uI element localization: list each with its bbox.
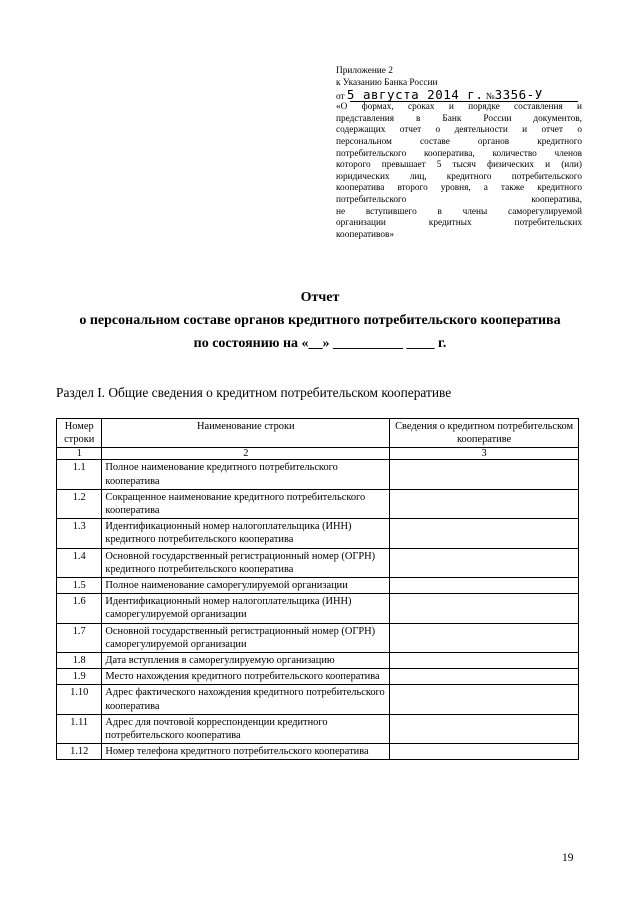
report-subtitle: о персональном составе органов кредитного потребительского кооператива	[79, 313, 561, 328]
row-value-cell[interactable]	[390, 594, 579, 623]
row-value-cell[interactable]	[390, 548, 579, 577]
row-value-cell[interactable]	[390, 714, 579, 743]
appendix-text-7: юридических лиц, кредитного потребительского	[336, 171, 582, 182]
appendix-text-10: не вступившего в члены саморегулируемой	[336, 206, 582, 217]
row-number: 1.8	[57, 653, 102, 669]
row-name: Идентификационный номер налогоплательщика (ИНН) кредитного потребительского кооператива	[102, 519, 390, 548]
order-underline	[350, 101, 578, 102]
general-info-table	[56, 418, 579, 760]
report-date-line: по состоянию на «__» __________ ____ г.	[193, 336, 447, 351]
column-number-1: 1	[57, 448, 102, 460]
row-name: Адрес для почтовой корреспонденции кредитного потребительского кооператива	[102, 714, 390, 743]
row-value-cell[interactable]	[390, 519, 579, 548]
appendix-text-8: кооператива второго уровня, а также кредитного	[336, 183, 582, 194]
table-header-row	[57, 419, 579, 448]
table-row	[57, 744, 579, 760]
row-value-cell[interactable]	[390, 460, 579, 489]
table-row	[57, 548, 579, 577]
appendix-line-2: к Указанию Банка России	[336, 77, 438, 88]
row-name: Основной государственный регистрационный номер (ОГРН) саморегулируемой организации	[102, 623, 390, 652]
row-name: Полное наименование кредитного потребительского кооператива	[102, 460, 390, 489]
row-value-cell[interactable]	[390, 669, 579, 685]
row-number: 1.12	[57, 744, 102, 760]
row-number: 1.7	[57, 623, 102, 652]
appendix-text-3: содержащих отчет о деятельности и отчет о	[336, 125, 582, 136]
row-name: Номер телефона кредитного потребительского кооператива	[102, 744, 390, 760]
row-name: Место нахождения кредитного потребительского кооператива	[102, 669, 390, 685]
row-number: 1.1	[57, 460, 102, 489]
row-name: Сокращенное наименование кредитного потребительского кооператива	[102, 489, 390, 518]
report-title: Отчет	[300, 290, 340, 305]
row-value-cell[interactable]	[390, 489, 579, 518]
column-number-row	[57, 448, 579, 460]
header-line-name: Наименование строки	[102, 419, 390, 448]
page-number: 19	[562, 852, 574, 864]
row-number: 1.6	[57, 594, 102, 623]
row-value-cell[interactable]	[390, 685, 579, 714]
row-number: 1.3	[57, 519, 102, 548]
table-row	[57, 714, 579, 743]
header-cooperative-info: Сведения о кредитном потребительском кооперативе	[390, 419, 579, 448]
appendix-line-1: Приложение 2	[336, 66, 393, 76]
appendix-text-2: представления в Банк России документов,	[336, 113, 582, 124]
order-number-handwritten: 3356-У	[494, 87, 543, 103]
row-number: 1.4	[57, 548, 102, 577]
table-row	[57, 489, 579, 518]
row-name: Полное наименование саморегулируемой организации	[102, 578, 390, 594]
appendix-text-12: кооперативов»	[336, 229, 395, 240]
column-number-3: 3	[390, 448, 579, 460]
row-value-cell[interactable]	[390, 578, 579, 594]
table-row	[57, 623, 579, 652]
section-title: Раздел I. Общие сведения о кредитном потребительском кооперативе	[56, 385, 452, 400]
appendix-text-1: «О формах, сроках и порядке составления и	[336, 102, 582, 113]
column-number-2: 2	[102, 448, 390, 460]
table-row	[57, 653, 579, 669]
appendix-text-5: потребительского кооператива, количество членов	[336, 148, 582, 159]
appendix-text-6: которого превышает 5 тысяч физических и (или)	[336, 160, 582, 171]
order-date-handwritten: 5 августа 2014 г.	[346, 87, 484, 103]
row-name: Дата вступления в саморегулируемую организацию	[102, 653, 390, 669]
table-row	[57, 578, 579, 594]
row-number: 1.9	[57, 669, 102, 685]
row-name: Идентификационный номер налогоплательщика (ИНН) саморегулируемой организации	[102, 594, 390, 623]
table-row	[57, 519, 579, 548]
row-name: Основной государственный регистрационный номер (ОГРН) кредитного потребительского кооператива	[102, 548, 390, 577]
row-number: 1.10	[57, 685, 102, 714]
appendix-text-11: организации кредитных потребительских	[336, 218, 582, 229]
row-value-cell[interactable]	[390, 653, 579, 669]
row-name: Адрес фактического нахождения кредитного потребительского кооператива	[102, 685, 390, 714]
row-value-cell[interactable]	[390, 744, 579, 760]
table-row	[57, 685, 579, 714]
appendix-block	[336, 66, 582, 241]
table-row	[57, 669, 579, 685]
order-prefix: от	[336, 92, 345, 103]
row-number: 1.2	[57, 489, 102, 518]
order-number-prefix: №	[485, 92, 495, 103]
order-reference	[336, 89, 582, 102]
header-line-number: Номер строки	[57, 419, 102, 448]
table-row	[57, 594, 579, 623]
table-row	[57, 460, 579, 489]
row-number: 1.11	[57, 714, 102, 743]
appendix-text-9: потребительского кооператива,	[336, 194, 582, 205]
appendix-text-4: персональном составе органов кредитного	[336, 136, 582, 147]
row-number: 1.5	[57, 578, 102, 594]
row-value-cell[interactable]	[390, 623, 579, 652]
